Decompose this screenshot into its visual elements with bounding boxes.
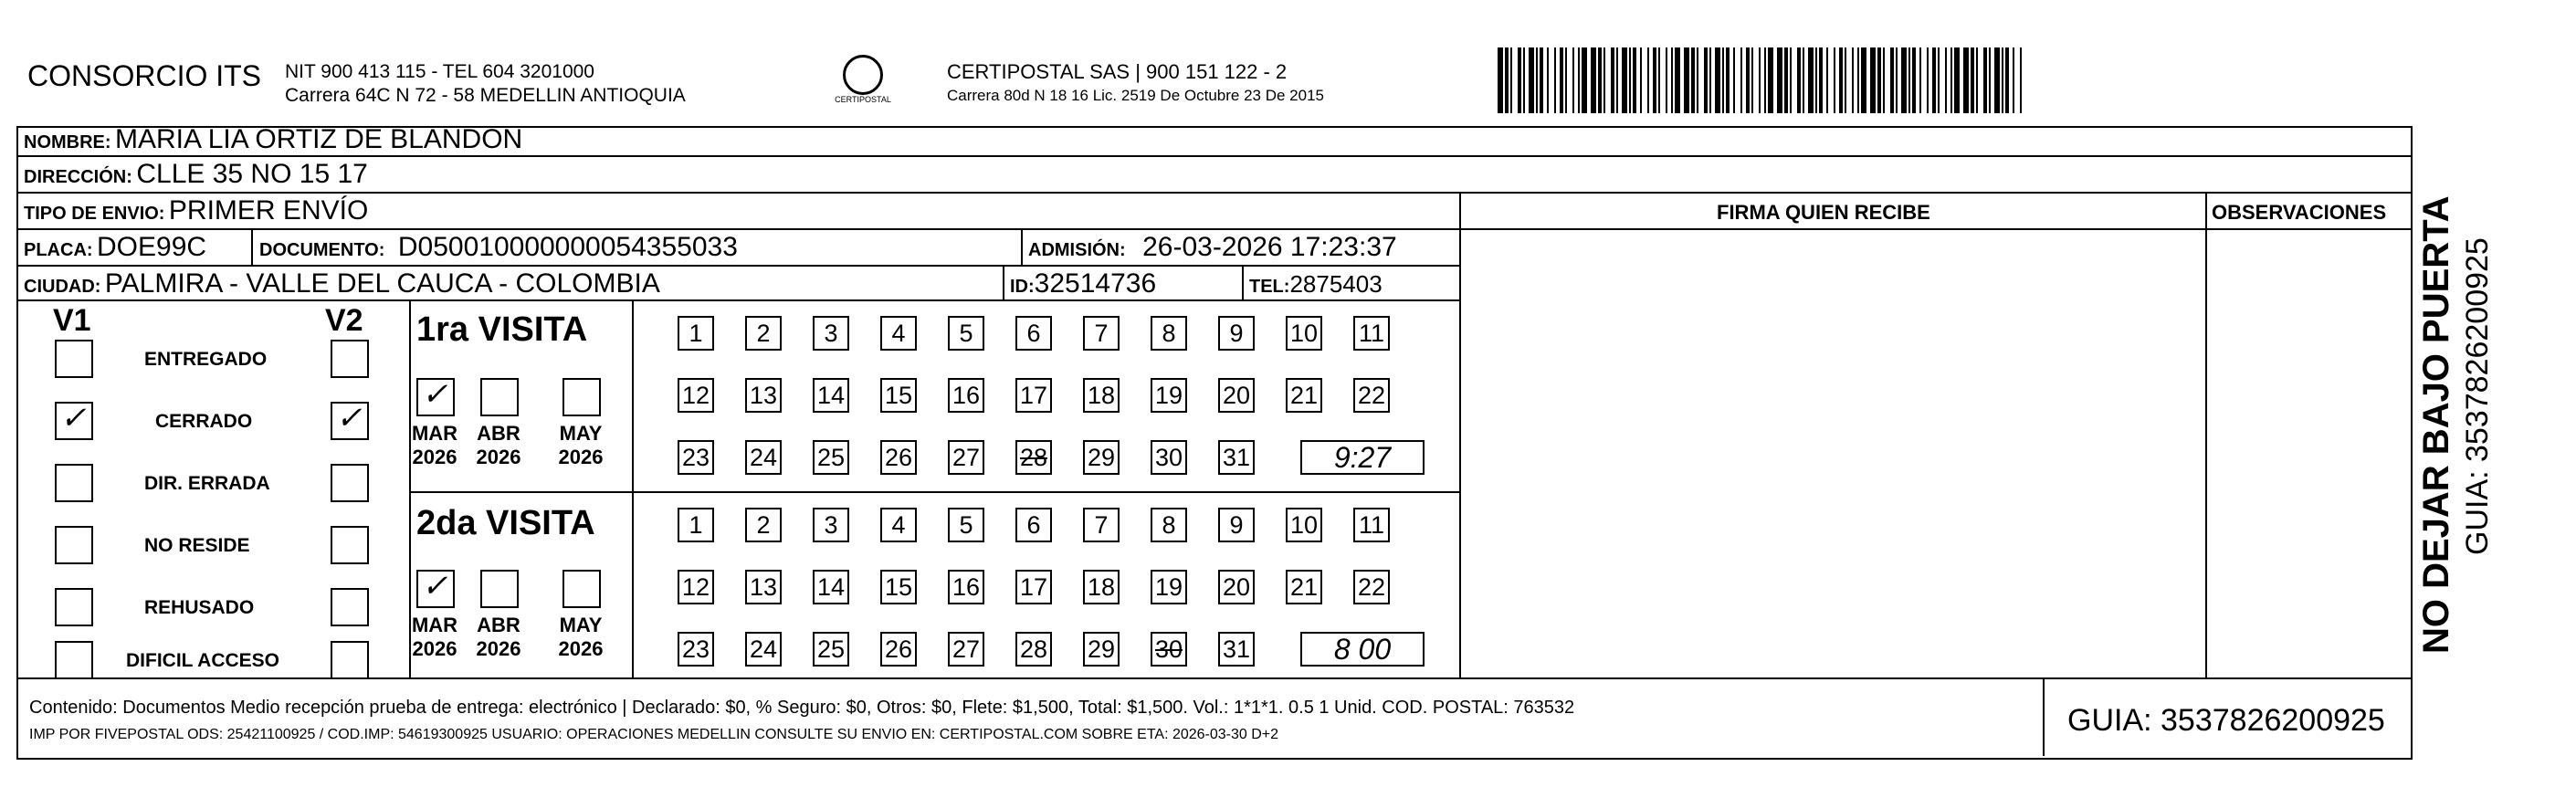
barcode-bar: [2020, 47, 2022, 113]
day-box[interactable]: 28: [1015, 440, 1052, 475]
check-mark-icon: ✓: [60, 401, 87, 436]
day-box[interactable]: 26: [880, 440, 917, 475]
barcode-bar: [1671, 47, 1673, 113]
documento-value: D050010000000054355033: [397, 232, 738, 262]
divider: [16, 677, 2411, 679]
day-box[interactable]: 6: [1015, 508, 1052, 542]
barcode-bar: [1704, 47, 1708, 113]
month-label: [552, 422, 610, 469]
courier-address: Carrera 80d N 18 16 Lic. 2519 De Octubre 23 De 2015: [947, 87, 1324, 104]
month-name: MAY: [559, 422, 603, 445]
barcode-bar: [1971, 47, 1974, 113]
day-box[interactable]: 24: [745, 632, 782, 667]
day-box[interactable]: 3: [813, 316, 849, 351]
day-box[interactable]: 8: [1151, 316, 1187, 351]
day-box[interactable]: 10: [1286, 316, 1322, 351]
barcode-bar: [1845, 47, 1846, 113]
divider: [16, 155, 2411, 157]
barcode-bar: [1647, 47, 1649, 113]
form-frame: [16, 126, 2413, 760]
nombre-value: MARIA LIA ORTIZ DE BLANDON: [115, 124, 523, 154]
logo-circle-icon: [843, 55, 883, 95]
day-box[interactable]: 10: [1286, 508, 1322, 542]
month-year: 2026: [476, 446, 521, 468]
barcode-bar: [1518, 47, 1521, 113]
month-year: 2026: [412, 446, 457, 468]
barcode-bar: [1994, 47, 2000, 113]
barcode-bar: [1890, 47, 1894, 113]
barcode-bar: [1578, 47, 1580, 113]
barcode-bar: [1989, 47, 1991, 113]
nombre-field: [24, 124, 522, 155]
barcode-bar: [1640, 47, 1642, 113]
day-box[interactable]: 29: [1083, 440, 1120, 475]
day-box[interactable]: 23: [678, 632, 714, 667]
barcode-bar: [1852, 47, 1854, 113]
day-box[interactable]: 3: [813, 508, 849, 542]
direccion-field: [24, 159, 368, 190]
day-box[interactable]: 26: [880, 632, 917, 667]
day-box[interactable]: 21: [1286, 378, 1322, 413]
day-box[interactable]: 15: [880, 570, 917, 604]
barcode-bar: [1622, 47, 1627, 113]
day-box[interactable]: 13: [745, 570, 782, 604]
divider: [2205, 194, 2207, 679]
day-box[interactable]: 25: [813, 632, 849, 667]
day-box[interactable]: 16: [948, 378, 984, 413]
check-mark-icon: ✓: [336, 401, 363, 436]
barcode-bar: [1598, 47, 1602, 113]
day-box[interactable]: 30: [1151, 632, 1187, 667]
month-name: ABR: [477, 614, 520, 636]
v2-checkbox[interactable]: [331, 464, 369, 502]
barcode-bar: [1870, 47, 1876, 113]
tel-label: TEL:: [1249, 277, 1290, 297]
day-box[interactable]: 29: [1083, 632, 1120, 667]
barcode-bar: [1768, 47, 1773, 113]
v1-checkbox[interactable]: [55, 340, 93, 378]
day-box[interactable]: 6: [1015, 316, 1052, 351]
reason-label: REHUSADO: [144, 597, 255, 618]
day-box[interactable]: 1: [678, 316, 714, 351]
day-box[interactable]: 18: [1083, 378, 1120, 413]
barcode-bar: [1536, 47, 1538, 113]
day-box[interactable]: 27: [948, 632, 984, 667]
divider: [1459, 194, 1461, 679]
placa-label: PLACA:: [24, 240, 93, 260]
day-box[interactable]: 30: [1151, 440, 1187, 475]
barcode-bar: [1582, 47, 1587, 113]
reason-label: DIR. ERRADA: [144, 473, 270, 494]
day-box[interactable]: 22: [1353, 570, 1390, 604]
v2-checkbox[interactable]: [331, 588, 369, 626]
day-box[interactable]: 18: [1083, 570, 1120, 604]
barcode-bar: [1759, 47, 1761, 113]
day-box[interactable]: 8: [1151, 508, 1187, 542]
barcode-bar: [1591, 47, 1596, 113]
barcode-bar: [1675, 47, 1680, 113]
day-box[interactable]: 9: [1218, 508, 1255, 542]
day-box[interactable]: 4: [880, 508, 917, 542]
divider: [16, 228, 2411, 230]
month-name: ABR: [477, 422, 520, 445]
divider: [16, 299, 1459, 301]
day-box[interactable]: 19: [1151, 378, 1187, 413]
v1-checkbox[interactable]: [55, 526, 93, 564]
ciudad-value: PALMIRA - VALLE DEL CAUCA - COLOMBIA: [104, 268, 660, 299]
barcode-bar: [1932, 47, 1936, 113]
check-mark-icon: ✓: [422, 377, 448, 412]
day-box[interactable]: 27: [948, 440, 984, 475]
barcode-bar: [1950, 47, 1952, 113]
barcode-bar: [1746, 47, 1750, 113]
month-checkbox[interactable]: [563, 378, 601, 416]
day-box[interactable]: 2: [745, 508, 782, 542]
barcode-bar: [1764, 47, 1766, 113]
barcode-bar: [1896, 47, 1898, 113]
month-checkbox[interactable]: [563, 570, 601, 608]
tipo-envio-value: PRIMER ENVÍO: [168, 195, 369, 226]
day-box[interactable]: 1: [678, 508, 714, 542]
barcode-bar: [1908, 47, 1910, 113]
day-box[interactable]: 21: [1286, 570, 1322, 604]
barcode-bar: [1883, 47, 1885, 113]
v1-checkbox[interactable]: [55, 588, 93, 626]
barcode-bar: [1611, 47, 1614, 113]
day-box[interactable]: 14: [813, 570, 849, 604]
direccion-value: CLLE 35 NO 15 17: [136, 159, 368, 189]
barcode-bar: [1540, 47, 1543, 113]
barcode-bar: [1523, 47, 1525, 113]
barcode-bar: [1912, 47, 1916, 113]
divider: [409, 491, 1459, 493]
day-box[interactable]: 31: [1218, 440, 1255, 475]
barcode-bar: [1722, 47, 1724, 113]
day-box[interactable]: 20: [1218, 378, 1255, 413]
day-box[interactable]: 2: [745, 316, 782, 351]
tel-value: 2875403: [1289, 270, 1383, 298]
placa-field: [24, 232, 206, 263]
id-value: 32514736: [1034, 268, 1157, 299]
barcode-bar: [1834, 47, 1835, 113]
check-mark-icon: ✓: [422, 569, 448, 604]
barcode-bar: [1815, 47, 1817, 113]
guia-number: GUIA: 3537826200925: [2067, 703, 2385, 738]
barcode-bar: [1498, 47, 1503, 113]
reason-label: CERRADO: [155, 411, 253, 432]
day-box[interactable]: 28: [1015, 632, 1052, 667]
firma-title: FIRMA QUIEN RECIBE: [1717, 201, 1930, 224]
v2-checkbox[interactable]: [331, 340, 369, 378]
day-box[interactable]: 19: [1151, 570, 1187, 604]
barcode-bar: [1954, 47, 1960, 113]
barcode-bar: [1784, 47, 1788, 113]
barcode-bar: [1861, 47, 1866, 113]
divider: [632, 301, 634, 677]
month-year: 2026: [558, 446, 604, 468]
month-name: MAY: [559, 614, 603, 636]
ciudad-label: CIUDAD:: [24, 277, 101, 297]
side-guia: GUIA: 3537826200925: [2460, 237, 2495, 555]
barcode-bar: [1733, 47, 1735, 113]
barcode-bar: [1751, 47, 1753, 113]
company-address: Carrera 64C N 72 - 58 MEDELLIN ANTIOQUIA: [285, 85, 686, 106]
barcode: [1498, 47, 2228, 113]
barcode-bar: [1697, 47, 1698, 113]
placa-value: DOE99C: [97, 232, 207, 262]
barcode-bar: [1684, 47, 1689, 113]
month-label: [405, 614, 464, 661]
barcode-bar: [1691, 47, 1695, 113]
barcode-bar: [1529, 47, 1534, 113]
visit2-title: 2da VISITA: [416, 504, 595, 542]
admision-label: ADMISIÓN:: [1028, 240, 1126, 260]
company-name: CONSORCIO ITS: [27, 59, 262, 92]
barcode-bar: [1666, 47, 1667, 113]
barcode-bar: [1797, 47, 1801, 113]
month-checkbox[interactable]: [480, 570, 519, 608]
tipo-envio-label: TIPO DE ENVIO:: [24, 204, 165, 224]
observaciones-title: OBSERVACIONES: [2212, 201, 2387, 224]
reason-label: DIFICIL ACCESO: [126, 650, 280, 671]
barcode-bar: [1927, 47, 1929, 113]
barcode-bar: [1715, 47, 1720, 113]
barcode-bar: [1658, 47, 1660, 113]
day-box[interactable]: 17: [1015, 378, 1052, 413]
barcode-bar: [1857, 47, 1859, 113]
month-label: [552, 614, 610, 661]
month-year: 2026: [558, 637, 604, 660]
nombre-label: NOMBRE:: [24, 132, 111, 152]
barcode-bar: [1740, 47, 1742, 113]
company-info: [285, 60, 686, 108]
barcode-bar: [1629, 47, 1631, 113]
barcode-bar: [1616, 47, 1618, 113]
side-notice: NO DEJAR BAJO PUERTA: [2416, 195, 2456, 654]
barcode-bar: [1510, 47, 1512, 113]
barcode-bar: [1709, 47, 1711, 113]
day-box[interactable]: 7: [1083, 316, 1120, 351]
barcode-bar: [1790, 47, 1792, 113]
company-nit: NIT 900 413 115 - TEL 604 3201000: [285, 61, 594, 82]
divider: [2043, 679, 2045, 756]
barcode-bar: [1826, 47, 1828, 113]
ciudad-field: [24, 268, 660, 299]
month-label: [469, 614, 528, 661]
courier-info: [947, 60, 1324, 108]
day-box[interactable]: 24: [745, 440, 782, 475]
day-box[interactable]: 16: [948, 570, 984, 604]
month-year: 2026: [476, 637, 521, 660]
day-box[interactable]: 4: [880, 316, 917, 351]
day-box[interactable]: 11: [1353, 508, 1390, 542]
divider: [251, 230, 253, 265]
visit-time: 8 00: [1300, 632, 1425, 667]
logo-text: CERTIPOSTAL: [835, 95, 891, 104]
documento-field: [259, 232, 738, 263]
barcode-bar: [1976, 47, 1978, 113]
id-label: ID:: [1010, 277, 1035, 297]
day-box[interactable]: 5: [948, 316, 984, 351]
admision-field: [1028, 232, 1397, 263]
barcode-bar: [1560, 47, 1563, 113]
v2-header: V2: [325, 303, 363, 338]
barcode-bar: [2013, 47, 2014, 113]
barcode-bar: [1808, 47, 1814, 113]
barcode-bar: [1633, 47, 1636, 113]
day-box[interactable]: 14: [813, 378, 849, 413]
day-box[interactable]: 12: [678, 378, 714, 413]
divider: [1021, 230, 1023, 265]
barcode-bar: [1547, 47, 1549, 113]
barcode-bar: [1983, 47, 1987, 113]
reason-label: ENTREGADO: [144, 349, 268, 370]
visit1-title: 1ra VISITA: [416, 310, 588, 349]
barcode-bar: [1572, 47, 1574, 113]
admision-value: 26-03-2026 17:23:37: [1142, 232, 1397, 262]
barcode-bar: [1653, 47, 1656, 113]
direccion-label: DIRECCIÓN:: [24, 167, 132, 187]
barcode-bar: [1565, 47, 1567, 113]
barcode-bar: [1603, 47, 1605, 113]
v1-header: V1: [53, 303, 91, 338]
footer-contents: Contenido: Documentos Medio recepción prueba de entrega: electrónico | Declarado: $0, % Seguro: $0, Otros: $0, Flete: $1,500, Total: $1,500. Vol.: 1*1*1. 0.5 1 Unid. COD. POSTAL: 763532: [29, 698, 1575, 718]
month-checkbox[interactable]: [480, 378, 519, 416]
barcode-bar: [1803, 47, 1804, 113]
barcode-bar: [1554, 47, 1556, 113]
day-box[interactable]: 5: [948, 508, 984, 542]
day-box[interactable]: 7: [1083, 508, 1120, 542]
month-label: [405, 422, 464, 469]
month-label: [469, 422, 528, 469]
month-year: 2026: [412, 637, 457, 660]
id-field: [1010, 268, 1156, 299]
barcode-bar: [2002, 47, 2003, 113]
barcode-bar: [1938, 47, 1940, 113]
v1-checkbox[interactable]: [55, 641, 93, 679]
day-box[interactable]: 11: [1353, 316, 1390, 351]
barcode-bar: [1505, 47, 1509, 113]
v2-checkbox[interactable]: [331, 641, 369, 679]
day-box[interactable]: 9: [1218, 316, 1255, 351]
divider: [1242, 267, 1244, 299]
barcode-bar: [1945, 47, 1947, 113]
barcode-bar: [1839, 47, 1843, 113]
day-box[interactable]: 15: [880, 378, 917, 413]
barcode-bar: [2005, 47, 2009, 113]
v1-checkbox[interactable]: [55, 464, 93, 502]
barcode-bar: [1901, 47, 1907, 113]
day-box[interactable]: 23: [678, 440, 714, 475]
tipo-envio-field: [24, 195, 368, 226]
month-name: MAR: [411, 614, 458, 636]
barcode-bar: [1819, 47, 1823, 113]
courier-nit: CERTIPOSTAL SAS | 900 151 122 - 2: [947, 60, 1288, 83]
day-box[interactable]: 31: [1218, 632, 1255, 667]
barcode-bar: [1963, 47, 1969, 113]
day-box[interactable]: 25: [813, 440, 849, 475]
footer-printed-by: IMP POR FIVEPOSTAL ODS: 25421100925 / COD.IMP: 54619300925 USUARIO: OPERACIONES MEDELLIN CONSULTE SU ENVIO EN: CERTIPOSTAL.COM SOBRE ETA: 2026-03-30 D+2: [29, 727, 1279, 742]
barcode-bar: [1777, 47, 1782, 113]
month-name: MAR: [411, 422, 458, 445]
certipostal-logo: [822, 55, 904, 104]
visit-time: 9:27: [1300, 440, 1425, 475]
tel-field: [1249, 270, 1383, 299]
barcode-bar: [1877, 47, 1881, 113]
day-box[interactable]: 20: [1218, 570, 1255, 604]
day-box[interactable]: 12: [678, 570, 714, 604]
v2-checkbox[interactable]: [331, 526, 369, 564]
barcode-bar: [1726, 47, 1730, 113]
divider: [1003, 267, 1004, 299]
day-box[interactable]: 22: [1353, 378, 1390, 413]
day-box[interactable]: 17: [1015, 570, 1052, 604]
documento-label: DOCUMENTO:: [259, 240, 385, 260]
barcode-bar: [1919, 47, 1921, 113]
divider: [16, 192, 2411, 194]
day-box[interactable]: 13: [745, 378, 782, 413]
reason-label: NO RESIDE: [144, 535, 250, 556]
